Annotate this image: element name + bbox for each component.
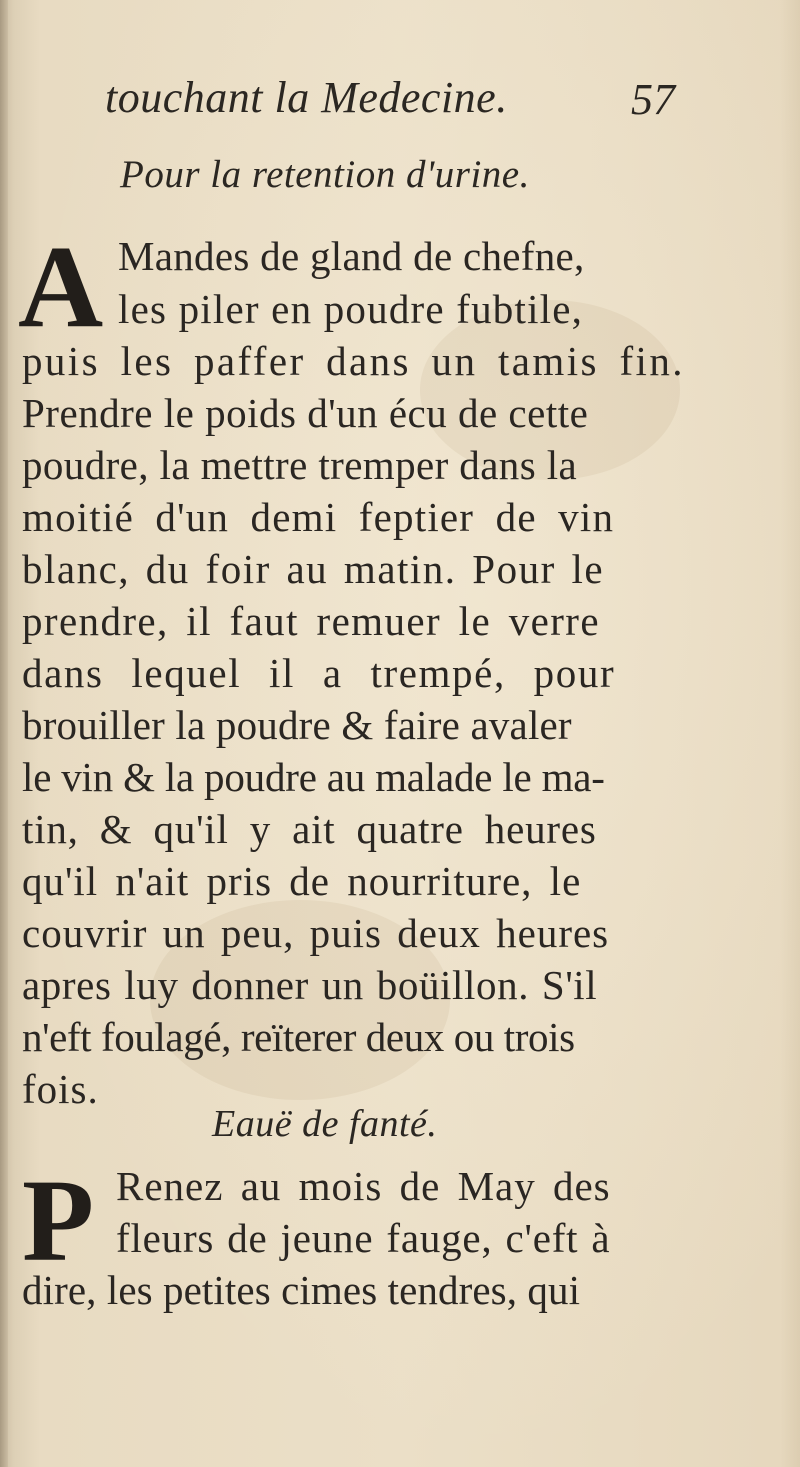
- text-line: Renez au mois de May des: [116, 1163, 611, 1209]
- text-line: apres luy donner un boüillon. S'il: [22, 962, 598, 1008]
- text-line: poudre, la mettre tremper dans la: [22, 442, 578, 488]
- text-line: tin, & qu'il y ait quatre heures: [22, 806, 597, 852]
- text-line: Mandes de gland de chefne,: [118, 233, 585, 279]
- page-number: 57: [631, 75, 675, 124]
- drop-cap: A: [18, 221, 104, 352]
- text-line: les piler en poudre fubtile,: [118, 286, 584, 332]
- text-line: n'eft foulagé, reïterer deux ou trois: [22, 1014, 575, 1060]
- text-line: fois.: [22, 1066, 99, 1112]
- section-title: Eauë de fanté.: [212, 1103, 438, 1145]
- text-line: le vin & la poudre au malade le ma-: [22, 754, 605, 800]
- text-line: brouiller la poudre & faire avaler: [22, 702, 572, 748]
- text-line: moitié d'un demi feptier de vin: [22, 494, 615, 540]
- text-line: dans lequel il a trempé, pour: [22, 650, 616, 696]
- text-line: dire, les petites cimes tendres, qui: [22, 1267, 581, 1313]
- page-gutter: [0, 0, 8, 1467]
- text-line: puis les paffer dans un tamis fin.: [22, 338, 685, 384]
- section-title: Pour la retention d'urine.: [120, 153, 530, 196]
- drop-cap: P: [22, 1155, 95, 1286]
- running-head: touchant la Medecine.: [105, 73, 508, 122]
- text-line: fleurs de jeune fauge, c'eft à: [116, 1215, 611, 1261]
- text-line: qu'il n'ait pris de nourriture, le: [22, 858, 582, 904]
- text-line: blanc, du foir au matin. Pour le: [22, 546, 605, 592]
- text-line: prendre, il faut remuer le verre: [22, 598, 600, 644]
- page-header: [105, 72, 675, 132]
- text-line: Prendre le poids d'un écu de cette: [22, 390, 589, 436]
- text-line: couvrir un peu, puis deux heures: [22, 910, 610, 956]
